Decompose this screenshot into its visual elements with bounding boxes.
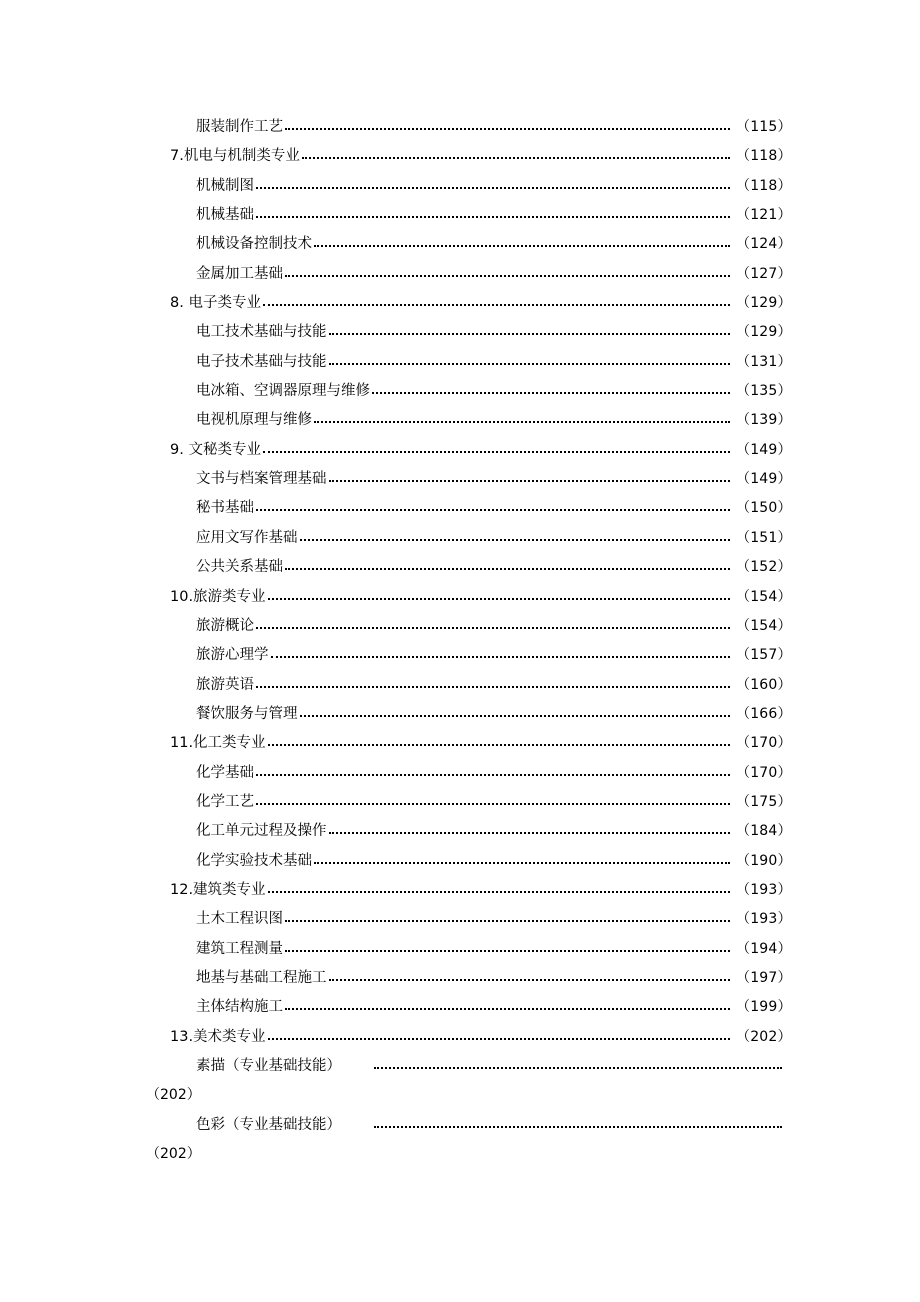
toc-page-number: （194） (736, 940, 792, 957)
toc-dot-leader (329, 318, 730, 347)
toc-dot-leader (256, 612, 730, 641)
toc-entry-title: 文书与档案管理基础 (196, 471, 327, 488)
toc-page-number: （118） (736, 148, 792, 165)
toc-entry-title: 化学基础 (196, 764, 254, 781)
toc-dot-leader (263, 436, 730, 465)
toc-page-number: （151） (736, 529, 792, 546)
toc-dot-leader (271, 641, 730, 670)
toc-page-number: （149） (736, 471, 792, 488)
toc-page-number: （193） (736, 911, 792, 928)
toc-page-number: （166） (736, 705, 792, 722)
toc-entry (0, 817, 920, 846)
toc-page-number: （150） (736, 500, 792, 517)
toc-page-number: （154） (736, 588, 792, 605)
toc-dot-leader (268, 729, 730, 758)
toc-dot-leader (329, 348, 730, 377)
toc-section-entry (0, 1023, 920, 1052)
toc-entry (0, 612, 920, 641)
toc-page-number: （135） (736, 383, 792, 400)
toc-entry-title: 机械基础 (196, 207, 254, 224)
toc-dot-leader (372, 377, 730, 406)
toc-entry-title: 秘书基础 (196, 500, 254, 517)
toc-page-number: （202） (146, 1087, 201, 1104)
toc-entry (0, 964, 920, 993)
toc-entry-title: 电子技术基础与技能 (196, 353, 327, 370)
toc-page-number: （190） (736, 852, 792, 869)
toc-section-entry (0, 289, 920, 318)
toc-section-entry (0, 876, 920, 905)
toc-entry-title: 金属加工基础 (196, 265, 283, 282)
toc-dot-leader (256, 759, 730, 788)
toc-entry (0, 641, 920, 670)
toc-page-number: （149） (736, 441, 792, 458)
toc-page-number: （124） (736, 236, 792, 253)
toc-entry (0, 1052, 920, 1081)
toc-dot-leader (302, 142, 730, 171)
toc-page-number: （184） (736, 823, 792, 840)
toc-entry-title: 餐饮服务与管理 (196, 705, 298, 722)
toc-section-entry (0, 583, 920, 612)
toc-entry-title: 电视机原理与维修 (196, 412, 312, 429)
toc-entry-title: 主体结构施工 (196, 999, 283, 1016)
toc-entry-title: 机械制图 (196, 177, 254, 194)
toc-page-number: （170） (736, 764, 792, 781)
toc-dot-leader (300, 700, 730, 729)
toc-dot-leader (314, 847, 730, 876)
toc-entry-title: 8. 电子类专业 (170, 295, 261, 312)
toc-entry (0, 671, 920, 700)
toc-entry (0, 905, 920, 934)
toc-dot-leader (374, 1111, 782, 1140)
toc-dot-leader (256, 494, 730, 523)
toc-dot-leader (285, 993, 730, 1022)
toc-entry (0, 406, 920, 435)
toc-dot-leader (256, 671, 730, 700)
toc-entry (0, 318, 920, 347)
toc-page-number: （129） (736, 324, 792, 341)
toc-page-number: （121） (736, 207, 792, 224)
toc-entry-title: 化学实验技术基础 (196, 852, 312, 869)
toc-page-number: （131） (736, 353, 792, 370)
toc-entry (0, 465, 920, 494)
toc-entry (0, 172, 920, 201)
toc-page-number: （193） (736, 881, 792, 898)
toc-page-number: （129） (736, 295, 792, 312)
toc-entry-title: 12.建筑类专业 (170, 881, 266, 898)
toc-dot-leader (268, 1023, 730, 1052)
toc-entry (0, 260, 920, 289)
toc-entry-title: 旅游概论 (196, 617, 254, 634)
toc-dot-leader (256, 788, 730, 817)
toc-entry (0, 700, 920, 729)
toc-entry (0, 348, 920, 377)
toc-entry-title: 土木工程识图 (196, 911, 283, 928)
toc-entry-title: 9. 文秘类专业 (170, 441, 261, 458)
toc-dot-leader (300, 524, 730, 553)
toc-entry (0, 847, 920, 876)
table-of-contents (0, 113, 920, 1169)
toc-entry-title: 旅游英语 (196, 676, 254, 693)
toc-page-number: （170） (736, 735, 792, 752)
toc-entry (0, 553, 920, 582)
toc-page-number: （160） (736, 676, 792, 693)
toc-page-number: （154） (736, 617, 792, 634)
toc-page-number: （202） (736, 1028, 792, 1045)
toc-dot-leader (285, 905, 730, 934)
toc-section-entry (0, 729, 920, 758)
toc-dot-leader (268, 876, 730, 905)
toc-entry-title: 应用文写作基础 (196, 529, 298, 546)
toc-entry (0, 201, 920, 230)
toc-entry-title: 素描（专业基础技能） (196, 1058, 341, 1074)
toc-entry (0, 935, 920, 964)
toc-entry-title: 地基与基础工程施工 (196, 969, 327, 986)
toc-page-number: （152） (736, 559, 792, 576)
toc-entry-title: 11.化工类专业 (170, 735, 266, 752)
toc-entry-title: 公共关系基础 (196, 559, 283, 576)
toc-page-number: （175） (736, 793, 792, 810)
toc-entry-title: 色彩（专业基础技能） (196, 1116, 341, 1133)
toc-entry (0, 494, 920, 523)
toc-page-number: （115） (736, 119, 792, 135)
toc-page-number: （118） (736, 177, 792, 194)
toc-dot-leader (263, 289, 730, 318)
toc-dot-leader (268, 583, 730, 612)
toc-entry (0, 788, 920, 817)
toc-entry-title: 服装制作工艺 (196, 119, 283, 135)
toc-entry-title: 电冰箱、空调器原理与维修 (196, 383, 370, 400)
toc-entry-title: 化工单元过程及操作 (196, 823, 327, 840)
toc-wrapped-page-line (0, 1140, 920, 1169)
toc-entry-title: 电工技术基础与技能 (196, 324, 327, 341)
toc-dot-leader (285, 113, 730, 142)
toc-dot-leader (285, 260, 730, 289)
toc-page-number: （197） (736, 969, 792, 986)
toc-dot-leader (256, 201, 730, 230)
toc-dot-leader (285, 935, 730, 964)
toc-entry-title: 7.机电与机制类专业 (170, 148, 300, 165)
toc-dot-leader (329, 465, 730, 494)
toc-page-number: （199） (736, 999, 792, 1016)
toc-page-number: （202） (146, 1146, 201, 1163)
toc-dot-leader (329, 964, 730, 993)
toc-page-number: （139） (736, 412, 792, 429)
toc-dot-leader (329, 817, 730, 846)
toc-dot-leader (374, 1052, 782, 1081)
toc-entry (0, 230, 920, 259)
toc-dot-leader (314, 230, 730, 259)
toc-dot-leader (256, 172, 730, 201)
toc-dot-leader (285, 553, 730, 582)
toc-entry-title: 旅游心理学 (196, 647, 269, 664)
toc-page-number: （157） (736, 647, 792, 664)
toc-entry-title: 13.美术类专业 (170, 1028, 266, 1045)
toc-entry-title: 化学工艺 (196, 793, 254, 810)
toc-section-entry (0, 142, 920, 171)
toc-entry (0, 1111, 920, 1140)
toc-entry (0, 759, 920, 788)
toc-entry-title: 建筑工程测量 (196, 940, 283, 957)
toc-entry (0, 377, 920, 406)
toc-entry-title: 10.旅游类专业 (170, 588, 266, 605)
toc-dot-leader (314, 406, 730, 435)
toc-entry-title: 机械设备控制技术 (196, 236, 312, 253)
toc-section-entry (0, 436, 920, 465)
toc-page-number: （127） (736, 265, 792, 282)
toc-entry (0, 993, 920, 1022)
toc-entry (0, 113, 920, 142)
toc-entry (0, 524, 920, 553)
toc-wrapped-page-line (0, 1081, 920, 1110)
